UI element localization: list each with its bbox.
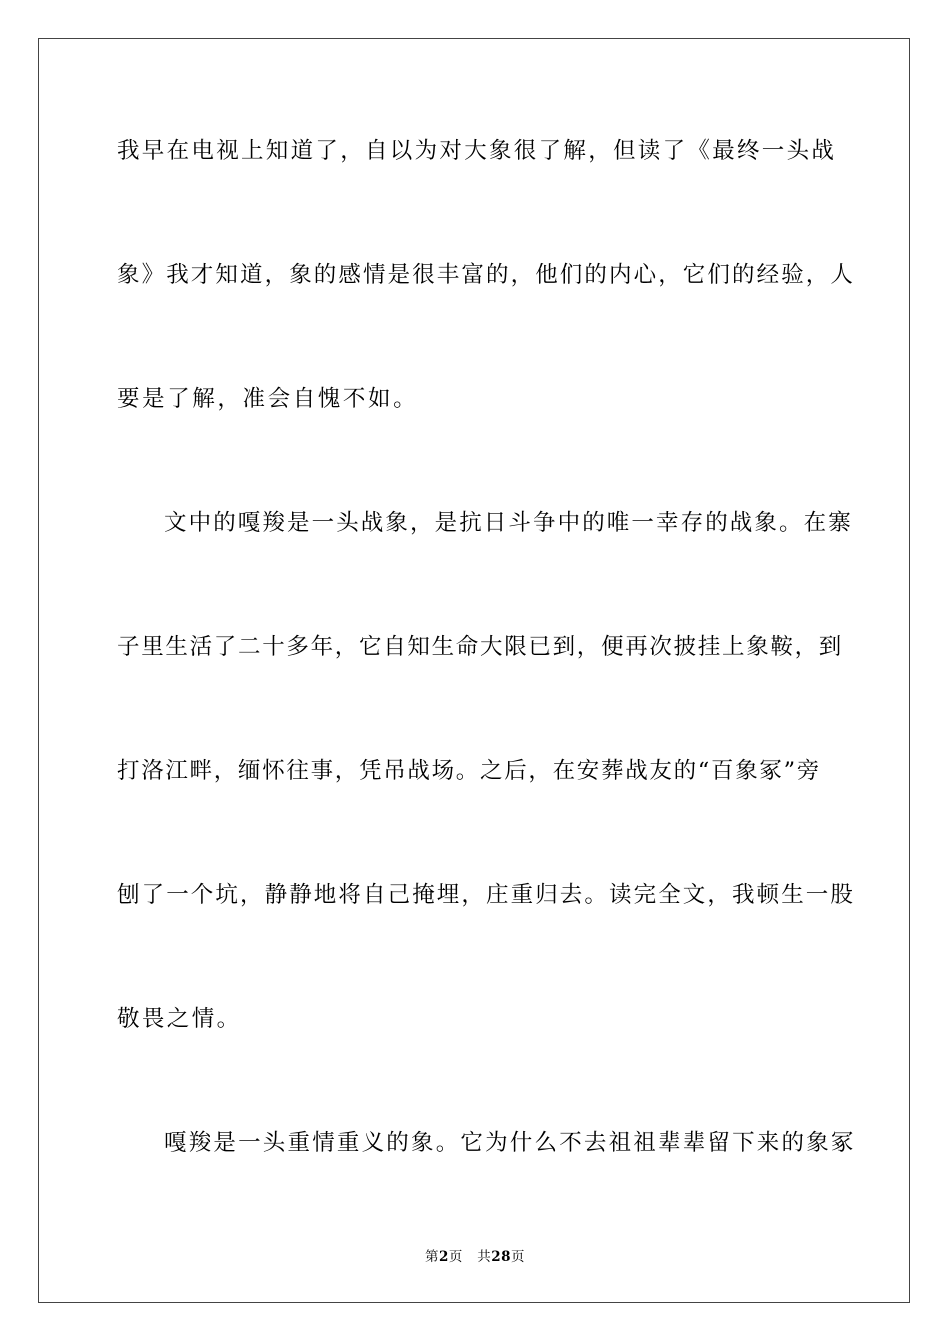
text-line: 要是了解，准会自愧不如。	[117, 386, 419, 412]
text-line: 象》我才知道，象的感情是很丰富的，他们的内心，它们的经验，人	[117, 262, 856, 288]
text-line: 敬畏之情。	[117, 1006, 242, 1032]
text-line: 刨了一个坑，静静地将自己掩埋，庄重归去。读完全文，我顿生一股	[117, 882, 856, 908]
page-border	[38, 38, 910, 1303]
page-footer	[0, 1248, 950, 1266]
total-suffix: 页	[511, 1249, 526, 1265]
text-line: 我早在电视上知道了，自以为对大象很了解，但读了《最终一头战	[117, 138, 837, 164]
total-pages: 28	[491, 1249, 512, 1265]
paragraph-first-line: 文中的嘎羧是一头战象，是抗日斗争中的唯一幸存的战象。在寨	[164, 510, 853, 536]
text-line: 打洛江畔，缅怀往事，凭吊战场。之后，在安葬战友的“百象冢”旁	[117, 758, 822, 784]
text-line: 子里生活了二十多年，它自知生命大限已到，便再次披挂上象鞍，到	[117, 634, 844, 660]
page-number: 2	[438, 1249, 449, 1265]
page-prefix: 第	[424, 1249, 439, 1265]
paragraph-first-line: 嘎羧是一头重情重义的象。它为什么不去祖祖辈辈留下来的象冢	[164, 1130, 856, 1156]
total-prefix: 共	[477, 1249, 492, 1265]
page-suffix: 页	[448, 1249, 463, 1265]
